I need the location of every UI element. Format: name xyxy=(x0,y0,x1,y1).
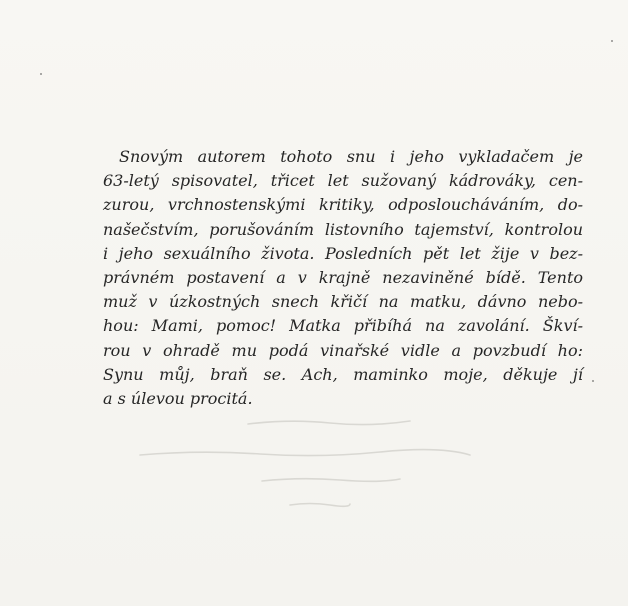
paper-speck xyxy=(40,73,42,75)
text-line: rou v ohradě mu podá vinařské vidle a povzbudí ho: xyxy=(103,340,583,360)
paragraph xyxy=(103,145,583,411)
text-line: právném postavení a v krajně nezaviněné bídě. Tento xyxy=(103,267,583,287)
text-line: i jeho sexuálního života. Posledních pět let žije v bez- xyxy=(103,243,583,263)
text-line: našečstvím, porušováním listovního tajemství, kontrolou xyxy=(103,219,583,239)
text-line: hou: Mami, pomoc! Matka přibíhá na zavolání. Škví- xyxy=(103,316,583,336)
text-line: 63-letý spisovatel, třicet let sužovaný kádrováky, cen- xyxy=(103,171,583,191)
text-line: Snovým autorem tohoto snu i jeho vykladačem je xyxy=(119,147,583,166)
paper-speck xyxy=(592,380,594,382)
text-line: muž v úzkostných snech křičí na matku, dávno nebo- xyxy=(103,292,583,312)
text-line: zurou, vrchnostenskými kritiky, odposloucháváním, do- xyxy=(103,195,583,215)
text-line: a s úlevou procitá. xyxy=(103,388,253,408)
paper-speck xyxy=(611,40,613,42)
text-line: Synu můj, braň se. Ach, maminko moje, děkuje jí xyxy=(103,364,583,384)
